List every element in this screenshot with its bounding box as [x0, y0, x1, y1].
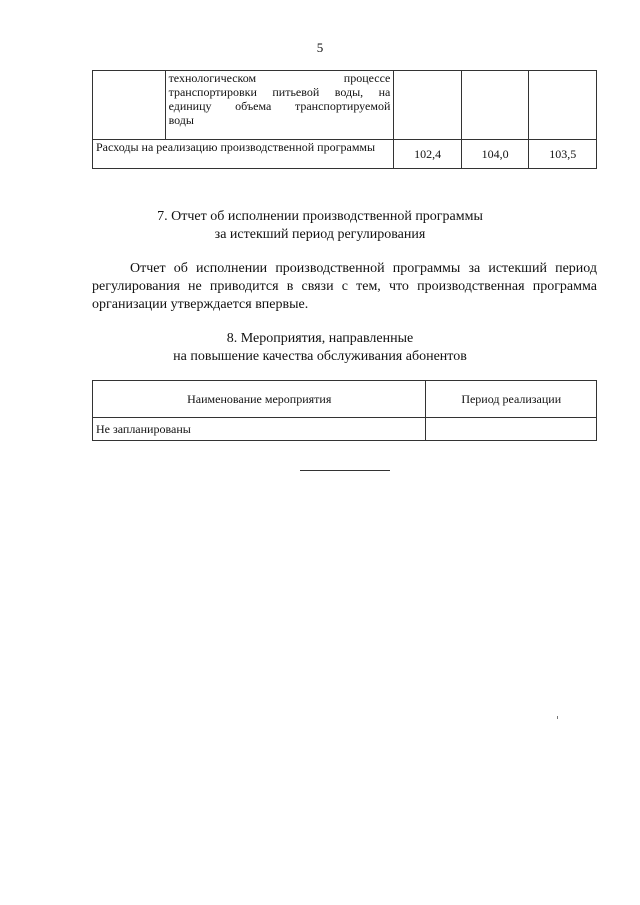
heading-line: 8. Мероприятия, направленные: [226, 331, 414, 346]
indicator-description-cell: [165, 71, 394, 140]
value-cell: [394, 71, 462, 140]
value-cell: 102,4: [394, 140, 462, 169]
description-line: транспортировки питьевой воды, на: [168, 85, 391, 99]
end-divider: [300, 470, 390, 471]
description-line: единицу объема транспортируемой: [168, 99, 391, 113]
header-name: Наименование мероприятия: [93, 381, 426, 418]
measures-table: [92, 380, 597, 441]
heading-line: за истекший период регулирования: [214, 227, 426, 242]
description-line: технологическом процессе: [168, 71, 391, 85]
scan-speck: [557, 716, 558, 719]
value-cell: [461, 71, 529, 140]
header-period: Период реализации: [426, 381, 597, 418]
program-indicators-table: [92, 70, 597, 169]
value-cell: 104,0: [461, 140, 529, 169]
section-8-heading: [0, 330, 640, 366]
heading-line: на повышение качества обслуживания абонентов: [173, 349, 467, 364]
table-row: [93, 71, 597, 140]
table-header-row: [93, 381, 597, 418]
measure-period-cell: [426, 418, 597, 441]
table-cell: [93, 71, 166, 140]
heading-line: 7. Отчет об исполнении производственной программы: [157, 209, 483, 224]
page-number: 5: [316, 40, 324, 55]
description-line: воды: [168, 113, 194, 127]
section-7-paragraph: Отчет об исполнении производственной программы за истекший период регулирования не приводится в связи с тем, что производственная программа организации утверждается впервые.: [92, 261, 597, 312]
expenses-label-cell: Расходы на реализацию производственной программы: [93, 140, 394, 169]
section-7-heading: [0, 208, 640, 244]
table-row: [93, 140, 597, 169]
value-cell: [529, 71, 597, 140]
table-row: [93, 418, 597, 441]
value-cell: 103,5: [529, 140, 597, 169]
measure-name-cell: Не запланированы: [93, 418, 426, 441]
